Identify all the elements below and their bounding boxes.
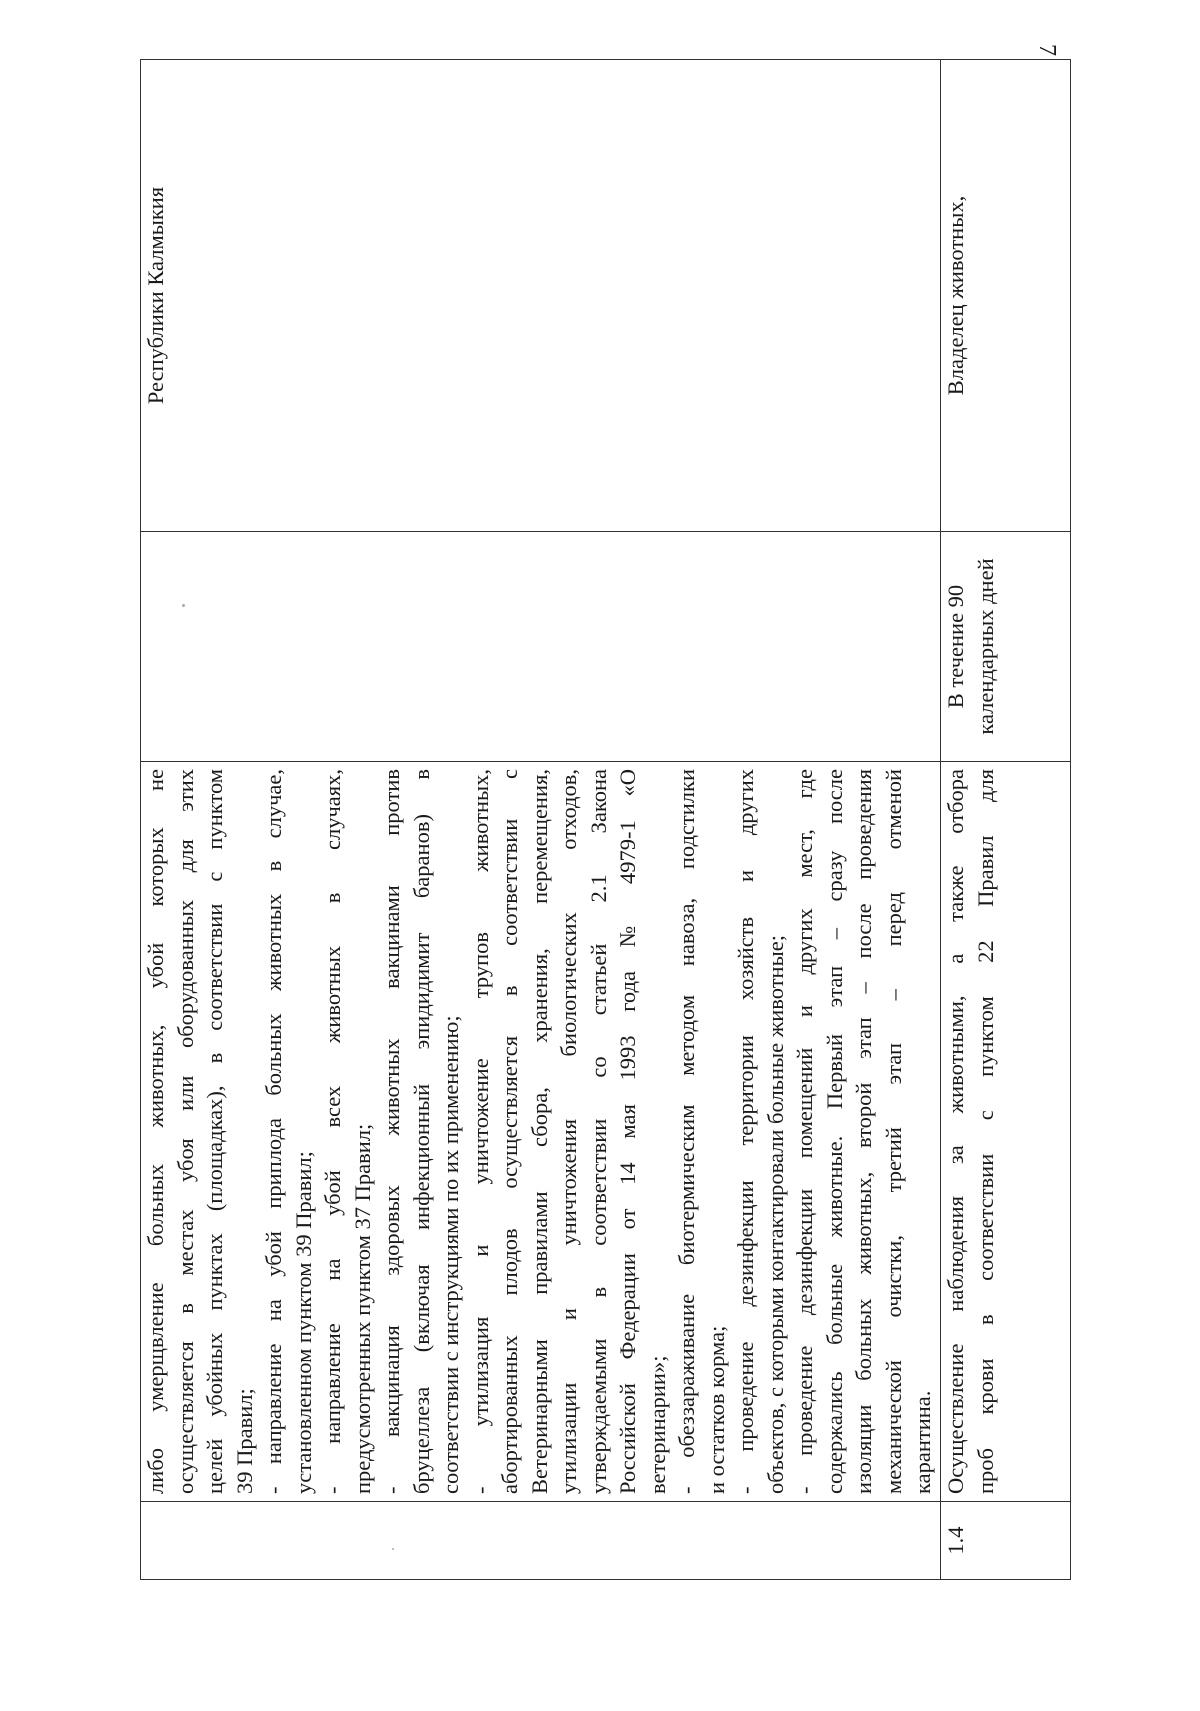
responsible-text: Республики Калмыкия [143,186,168,405]
text-line: объектов, с которыми контактировали больные животные; [762,935,788,1494]
text-line: - вакцинация здоровых животных вакцинами против [379,769,404,1494]
text-line: - направление на убой всех животных в случаях, [320,769,345,1494]
text-line: Ветеринарными правилами сбора, хранения, перемещения, [526,769,552,1494]
row-number-cell [141,1502,941,1580]
text-line: соответствии с инструкциями по их применению; [438,1015,463,1494]
measures-text-cell [941,762,1071,1502]
responsible-cell [141,60,941,532]
term-cell [141,532,941,762]
text-line: изоляции больных животных, второй этап – после проведения [851,769,876,1494]
term-line: календарных дней [972,558,998,735]
term-text [941,539,1000,754]
measures-text [141,769,938,1494]
text-line: - утилизация и уничтожение трупов животных, [467,769,493,1494]
text-line: утилизации и уничтожения биологических отходов, [556,769,581,1494]
text-line: целей убойных пунктах (площадках), в соответствии с пунктом [202,769,227,1494]
text-line: Осуществление наблюдения за животными, а также отбора [943,769,968,1494]
text-line: содержались больные животные. Первый этап – сразу после [821,769,847,1494]
term-cell [941,532,1071,762]
measures-text [941,769,1000,1494]
page-number: 7 [1034,44,1060,56]
text-line: установленном пунктом 39 Правил; [290,1151,316,1494]
text-line: 39 Правил; [231,1388,257,1494]
text-line: механической очистки, третий этап – перед отменой [880,769,906,1494]
text-line: - направление на убой приплода больных животных в случае, [261,769,286,1494]
text-line: либо умерщвление больных животных, убой которых не [143,769,168,1494]
responsible-cell [941,60,1071,532]
text-line: бруцеллеза (включая инфекционный эпидидимит баранов) в [408,769,434,1494]
term-line: В течение 90 [943,584,968,709]
text-line: предусмотренных пунктом 37 Правил; [349,1123,375,1494]
text-line: проб крови в соответствии с пунктом 22 Правил для [972,769,998,1494]
row-number-cell: 1.4 [941,1502,1071,1580]
rotated-table-wrapper [140,60,1070,1580]
text-line: абортированных плодов осуществляется в соответствии с [497,769,522,1494]
text-line: - проведение дезинфекции помещений и других мест, где [792,769,817,1494]
table-row [141,60,941,1580]
text-line: осуществляется в местах убоя или оборудованных для этих [172,769,198,1494]
text-line: - проведение дезинфекции территории хозяйств и других [733,769,758,1494]
measures-text-cell [141,762,941,1502]
text-line: - обеззараживание биотермическим методом навоза, подстилки [674,769,699,1494]
text-line: Российской Федерации от 14 мая 1993 года № 4979-1 «О [615,769,640,1494]
text-line: утверждаемыми в соответствии со статьей 2.1 Закона [585,769,611,1494]
text-line: и остатков корма; [703,1325,729,1494]
responsible-text: Владелец животных, [943,195,968,396]
measures-table [140,59,1071,1580]
text-line: ветеринарии»; [644,1355,670,1494]
table-row [941,60,1071,1580]
text-line: карантина. [910,1390,935,1494]
